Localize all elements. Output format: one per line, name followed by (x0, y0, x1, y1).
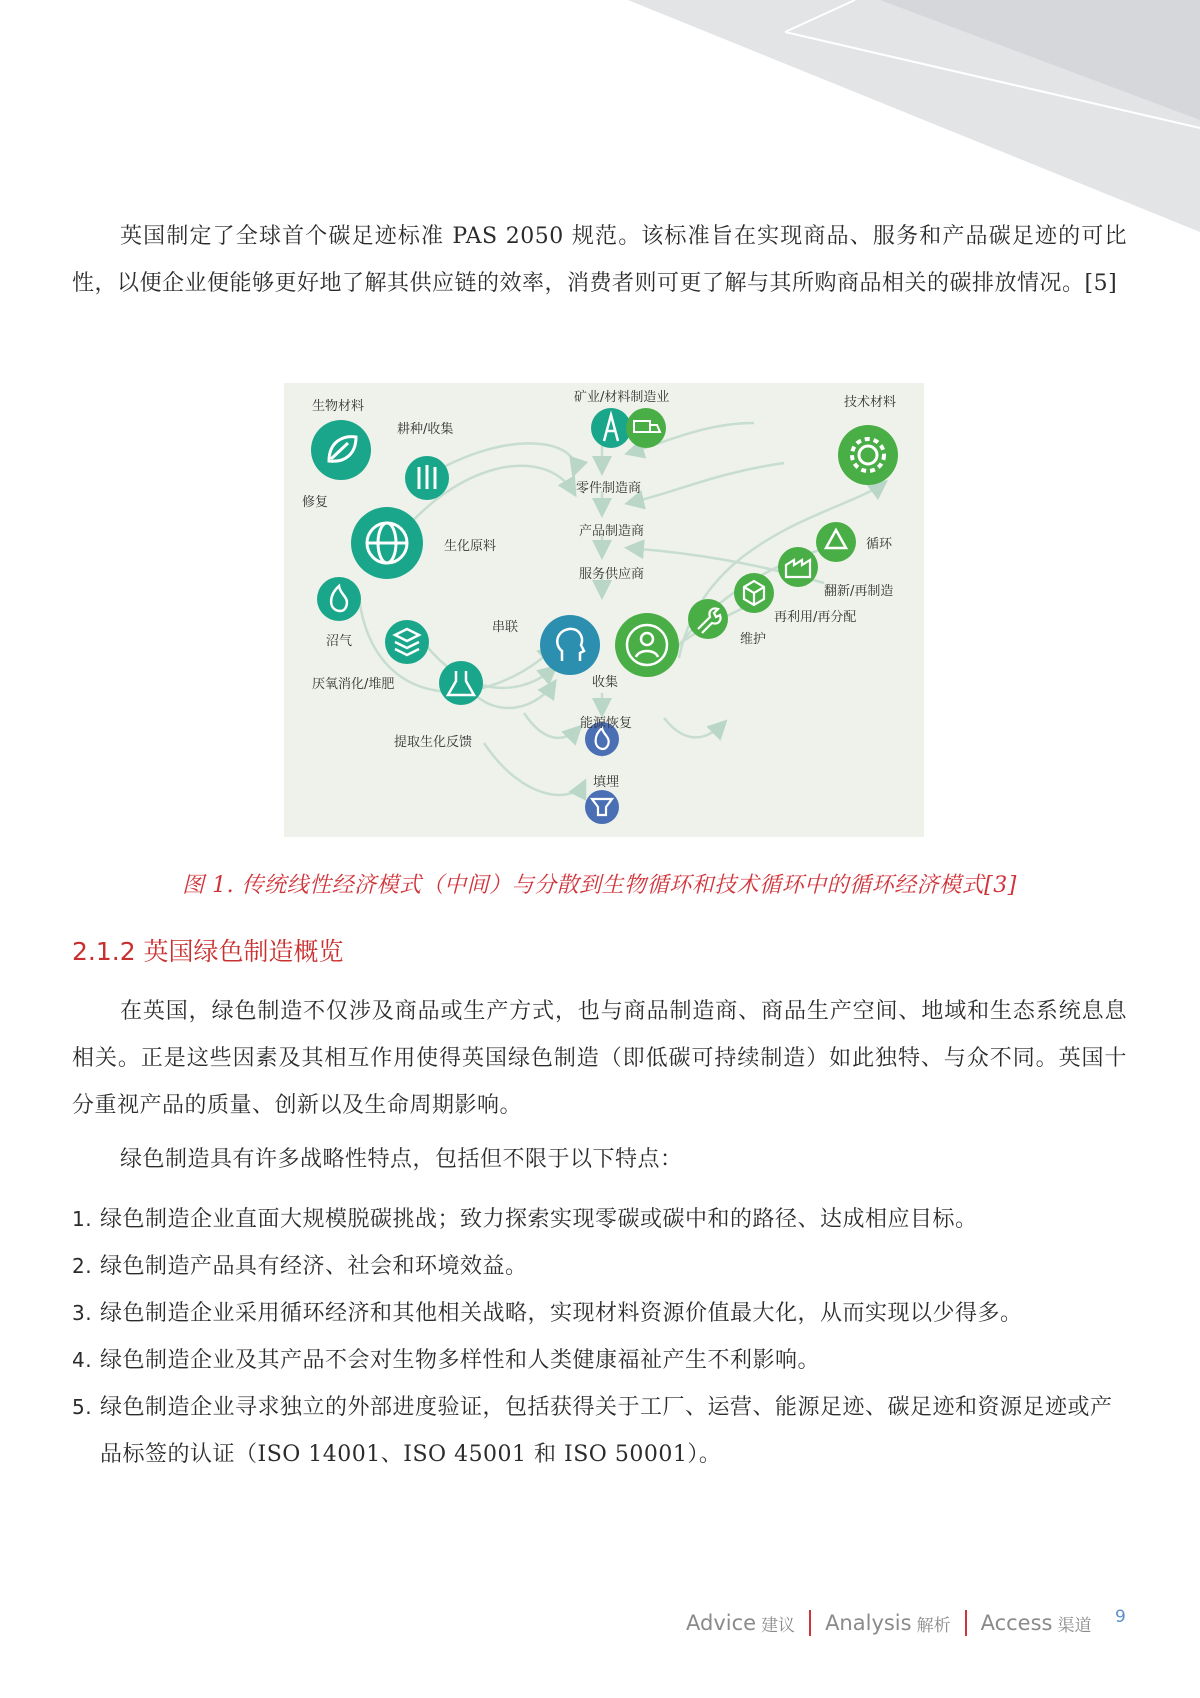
footer-tagline (686, 1608, 1091, 1638)
oil-rig-icon (591, 408, 631, 448)
label-maintain: 维护 (740, 632, 767, 647)
label-service-provider: 服务供应商 (579, 567, 645, 582)
intro-paragraph: 英国制定了全球首个碳足迹标准 PAS 2050 规范。该标准旨在实现商品、服务和产品碳足迹的可比性，以便企业便能够更好地了解其供应链的效率，消费者则可更了解与其所购商品相关的碳排放情况。[5] (72, 224, 1127, 296)
label-product-maker: 产品制造商 (579, 524, 645, 539)
footer-advice-zh: 建议 (761, 1615, 796, 1636)
truck-icon (626, 408, 666, 448)
label-biogas: 沼气 (326, 634, 353, 649)
label-collect: 收集 (592, 675, 619, 690)
globe-icon (351, 507, 423, 579)
flame-icon (317, 577, 361, 621)
label-extract: 提取生化反馈 (394, 735, 473, 750)
list-item: 3. 绿色制造企业采用循环经济和其他相关战略，实现材料资源价值最大化，从而实现以少得多。 (72, 1301, 1023, 1326)
label-cascade: 串联 (492, 620, 519, 635)
circular-economy-diagram (284, 383, 924, 837)
label-tech-materials: 技术材料 (844, 395, 897, 410)
features-list (72, 1196, 1127, 1478)
label-parts-maker: 零件制造商 (576, 481, 642, 496)
label-bio-materials: 生物材料 (312, 399, 365, 414)
landfill-icon (585, 790, 619, 824)
footer-analysis-zh: 解析 (916, 1615, 951, 1636)
section-heading: 2.1.2 英国绿色制造概览 (72, 937, 344, 966)
layers-icon (385, 620, 429, 664)
user-icon (615, 613, 679, 677)
wheat-icon (405, 456, 449, 500)
label-energy-recovery: 能源恢复 (580, 716, 633, 731)
footer-divider (809, 1610, 811, 1636)
label-farming: 耕种/收集 (397, 422, 454, 437)
recycle-icon (816, 522, 856, 562)
label-anaerobic: 厌氧消化/堆肥 (312, 677, 395, 692)
page-number: 9 (1115, 1607, 1126, 1627)
footer-advice: Advice (686, 1611, 757, 1635)
figure-caption: 图 1. 传统线性经济模式（中间）与分散到生物循环和技术循环中的循环经济模式[3] (182, 873, 1017, 898)
gear-icon (838, 425, 898, 485)
features-intro: 绿色制造具有许多战略性特点，包括但不限于以下特点： (120, 1147, 683, 1172)
label-biochem-feedstock: 生化原料 (444, 539, 497, 554)
footer-analysis: Analysis (825, 1611, 912, 1635)
list-item: 1. 绿色制造企业直面大规模脱碳挑战；致力探索实现零碳或碳中和的路径、达成相应目标。 (72, 1207, 978, 1232)
footer-divider (965, 1610, 967, 1636)
label-reuse: 再利用/再分配 (774, 610, 857, 625)
list-item: 2. 绿色制造产品具有经济、社会和环境效益。 (72, 1254, 528, 1279)
footer-access-zh: 渠道 (1057, 1615, 1092, 1636)
label-recycle: 循环 (866, 537, 893, 552)
leaf-icon (311, 420, 371, 480)
label-mining: 矿业/材料制造业 (574, 390, 670, 405)
list-item: 4. 绿色制造企业及其产品不会对生物多样性和人类健康福祉产生不利影响。 (72, 1348, 821, 1373)
wrench-icon (688, 599, 728, 639)
section-paragraph: 在英国，绿色制造不仅涉及商品或生产方式，也与商品制造商、商品生产空间、地域和生态系统息息相关。正是这些因素及其相互作用使得英国绿色制造（即低碳可持续制造）如此独特、与众不同。英国十分重视产品的质量、创新以及生命周期影响。 (72, 999, 1127, 1118)
list-item: 5. 绿色制造企业寻求独立的外部进度验证，包括获得关于工厂、运营、能源足迹、碳足迹和资源足迹或产品标签的认证（ISO 14001、ISO 45001 和 ISO 50001）。 (72, 1395, 1113, 1467)
factory-icon (778, 547, 818, 587)
head-icon (540, 615, 600, 675)
box-icon (734, 573, 774, 613)
flask-icon (439, 661, 483, 705)
label-landfill: 填埋 (593, 775, 620, 790)
footer-access: Access (980, 1611, 1053, 1635)
label-restore: 修复 (302, 495, 329, 510)
label-refurbish: 翻新/再制造 (824, 584, 894, 599)
